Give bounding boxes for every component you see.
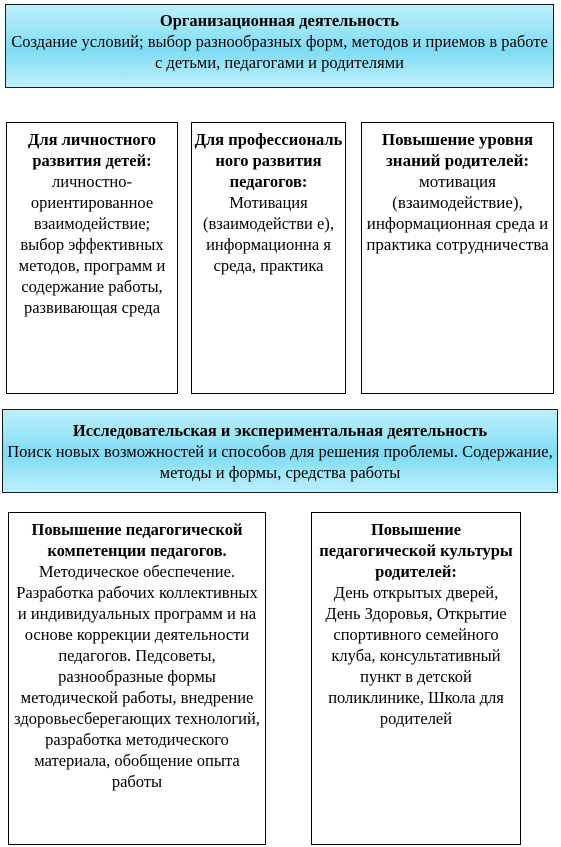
teacher-competence-box: [8, 512, 266, 845]
box-title: Повышение уровня знаний родителей:: [381, 130, 534, 170]
organizational-activity-banner: [5, 4, 554, 88]
teacher-development-box: [191, 122, 346, 394]
child-development-box: [6, 122, 178, 394]
box-text: мотивация (взаимодействие), информационная среда и практика сотрудничества: [366, 172, 549, 254]
parent-culture-box: [311, 512, 521, 845]
research-activity-banner: [2, 409, 558, 493]
box-text: День открытых дверей, День Здоровья, Открытие спортивного семейного клуба, консультативный пункт в детской поликлинике, Школа для родителей: [325, 583, 507, 728]
box-title: Повышение педагогической культуры родителей:: [319, 520, 513, 581]
box-text: Мотивация (взаимодействи е), информационна я среда, практика: [203, 193, 334, 275]
parent-knowledge-box: [361, 122, 554, 394]
banner-title: Исследовательская и экспериментальная деятельность: [72, 421, 488, 440]
banner-text: Поиск новых возможностей и способов для решения проблемы. Содержание, методы и формы, средства работы: [7, 442, 553, 482]
banner-title: Организационная деятельность: [159, 11, 400, 30]
box-title: Повышение педагогической компетенции педагогов.: [31, 520, 243, 560]
box-title: Для личностного развития детей:: [27, 130, 156, 170]
box-title: Для профессиональ ного развития педагогов:: [194, 130, 343, 191]
banner-text: Создание условий; выбор разнообразных форм, методов и приемов в работе с детьми, педагогами и родителями: [11, 32, 548, 72]
box-text: Методическое обеспечение. Разработка рабочих коллективных и индивидуальных программ и на основе коррекции деятельности педагогов. Педсоветы, разнообразные формы методической работы, внедрение здоровьесберегающих технологий, разработка методического материала, обобщение опыта работы: [14, 562, 260, 791]
box-text: личностно-ориентированное взаимодействие; выбор эффективных методов, программ и содержание работы, развивающая среда: [18, 172, 166, 317]
